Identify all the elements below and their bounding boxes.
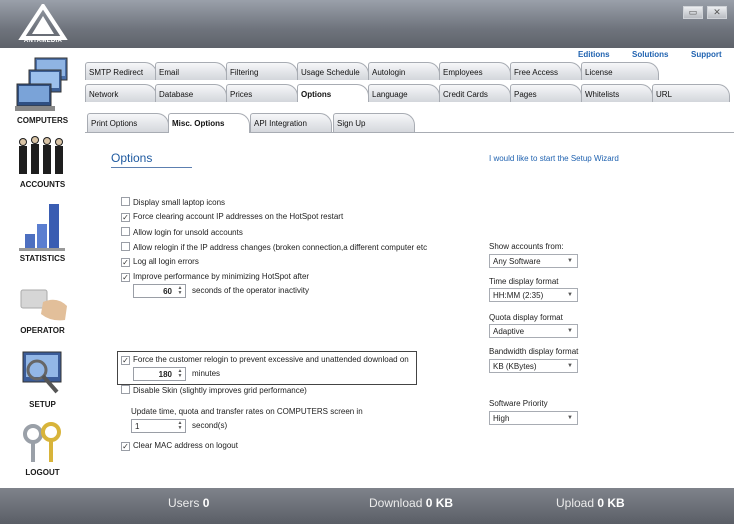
tab-misc-options[interactable]: Misc. Options [168,113,250,133]
checkbox[interactable]: ✓ [122,213,129,222]
checkbox[interactable]: ✓ [122,273,129,282]
tab-url[interactable]: URL [652,84,730,102]
update-rate-stepper[interactable] [131,419,186,433]
select-value: Any Software [493,257,541,266]
quota-format-select[interactable] [489,324,578,338]
page-title: Options [111,151,192,168]
bandwidth-format-select[interactable] [489,359,578,373]
option-small-laptop-icons[interactable] [121,197,225,207]
option-log-login-errors[interactable] [121,257,199,267]
close-icon[interactable]: ✕ [707,6,727,19]
download-stat [369,496,453,510]
checkbox[interactable]: ✓ [122,258,129,267]
time-format-select[interactable] [489,288,578,302]
sidebar-label: COMPUTERS [16,116,69,125]
tab-whitelists[interactable]: Whitelists [581,84,653,102]
upload-label: Upload [556,496,595,510]
relogin-value: 180 [158,370,172,379]
sidebar-item-statistics[interactable] [0,200,85,263]
tab-api-integration[interactable]: API Integration [250,113,332,133]
bandwidth-format-label: Bandwidth display format [489,347,579,356]
tab-print-options[interactable]: Print Options [87,113,169,133]
tab-database[interactable]: Database [155,84,227,102]
chevron-down-icon: ▼ [567,292,573,298]
sidebar-item-setup[interactable] [0,348,85,409]
sidebar-item-accounts[interactable] [0,134,85,189]
sidebar-label: OPERATOR [20,326,65,335]
option-label: Allow login for unsold accounts [133,228,243,237]
option-disable-skin[interactable] [121,385,307,395]
option-relogin-ip-change[interactable] [121,242,427,252]
tab-network[interactable]: Network [85,84,157,102]
sidebar-item-operator[interactable] [0,286,85,335]
option-unsold-accounts[interactable] [121,227,243,237]
computers-icon [13,56,73,114]
relogin-stepper[interactable] [133,367,186,381]
option-clear-mac[interactable] [121,441,238,451]
minimize-icon[interactable]: ▭ [683,6,703,19]
sidebar-item-logout[interactable] [0,420,85,477]
sidebar [0,48,85,488]
logo-text: ANTAMEDIA [23,38,63,44]
tab-email[interactable]: Email [155,62,227,80]
users-value: 0 [202,496,210,510]
main-area [85,48,734,488]
title-bar [0,0,734,48]
option-force-relogin[interactable] [121,355,409,365]
chevron-down-icon: ▼ [567,415,573,421]
stepper-arrows-icon[interactable]: ▲ ▼ [177,368,183,379]
checkbox[interactable] [121,227,130,236]
option-label: Disable Skin (slightly improves grid performance) [133,386,307,395]
options-panel [85,132,734,488]
upload-value: 0 KB [597,496,625,510]
setup-wizard-link[interactable]: I would like to start the Setup Wizard [489,154,619,163]
quota-format-label: Quota display format [489,313,563,322]
tab-prices[interactable]: Prices [226,84,298,102]
option-label: Log all login errors [133,257,199,266]
checkbox[interactable]: ✓ [122,442,129,451]
sidebar-label: STATISTICS [19,254,66,263]
option-label: Force clearing account IP addresses on the HotSpot restart [133,212,344,221]
statistics-icon [13,200,73,252]
sidebar-label: ACCOUNTS [19,180,66,189]
priority-label: Software Priority [489,399,548,408]
chevron-down-icon: ▼ [567,363,573,369]
operator-icon [13,286,73,324]
sidebar-label: LOGOUT [25,468,60,477]
update-rate-suffix: second(s) [192,421,228,430]
upload-stat [556,496,625,510]
editions-link[interactable]: Editions [578,50,610,59]
select-value: KB (KBytes) [493,362,537,371]
option-label: Display small laptop icons [133,198,226,207]
tab-smtp-redirect[interactable]: SMTP Redirect [85,62,157,80]
logout-icon [13,420,73,466]
download-label: Download [369,496,423,510]
chevron-down-icon: ▼ [567,328,573,334]
option-label: Clear MAC address on logout [133,441,238,450]
tab-license[interactable]: License [581,62,659,80]
download-value: 0 KB [425,496,454,510]
tab-filtering[interactable]: Filtering [226,62,298,80]
tab-credit-cards[interactable]: Credit Cards [439,84,511,102]
setup-icon [13,348,73,398]
select-value: High [493,414,510,423]
users-label: Users [168,496,200,510]
update-rate-label: Update time, quota and transfer rates on COMPUTERS screen in [131,407,363,416]
option-label: Improve performance by minimizing HotSpot after [133,272,310,281]
status-bar [0,488,734,524]
option-minimize-hotspot[interactable] [121,272,309,282]
chevron-down-icon: ▼ [567,258,573,264]
checkbox[interactable] [121,385,130,394]
sidebar-item-computers[interactable] [0,56,85,125]
option-force-clear-ip[interactable] [121,212,343,222]
tab-autologin[interactable]: Autologin [368,62,440,80]
select-value: Adaptive [493,327,525,336]
select-value: HH:MM (2:35) [493,291,544,300]
stepper-arrows-icon[interactable]: ▲ ▼ [177,420,183,431]
checkbox[interactable] [121,242,130,251]
solutions-link[interactable]: Solutions [632,50,669,59]
time-format-label: Time display format [489,277,559,286]
tab-free-access[interactable]: Free Access [510,62,582,80]
accounts-icon [13,134,73,178]
antamedia-logo [16,4,70,46]
priority-select[interactable] [489,411,578,425]
users-stat [168,496,209,510]
show-accounts-select[interactable] [489,254,578,268]
tab-employees[interactable]: Employees [439,62,511,80]
inactivity-stepper[interactable] [133,284,186,298]
option-label: Force the customer relogin to prevent excessive and unattended download on [133,355,409,364]
inactivity-suffix: seconds of the operator inactivity [192,286,309,295]
tab-sign-up[interactable]: Sign Up [333,113,415,133]
stepper-arrows-icon[interactable]: ▲ ▼ [177,285,183,296]
update-rate-value: 1 [135,422,140,431]
checkbox[interactable]: ✓ [122,356,129,365]
option-label: Allow relogin if the IP address changes (broken connection,a different computer etc [133,243,428,252]
checkbox[interactable] [121,197,130,206]
sidebar-label: SETUP [29,400,56,409]
tab-options[interactable]: Options [297,84,369,102]
tab-usage-schedule[interactable]: Usage Schedule [297,62,369,80]
inactivity-value: 60 [163,287,172,296]
relogin-suffix: minutes [192,369,221,378]
tab-pages[interactable]: Pages [510,84,582,102]
show-accounts-label: Show accounts from: [489,242,564,251]
support-link[interactable]: Support [691,50,722,59]
tab-language[interactable]: Language [368,84,440,102]
